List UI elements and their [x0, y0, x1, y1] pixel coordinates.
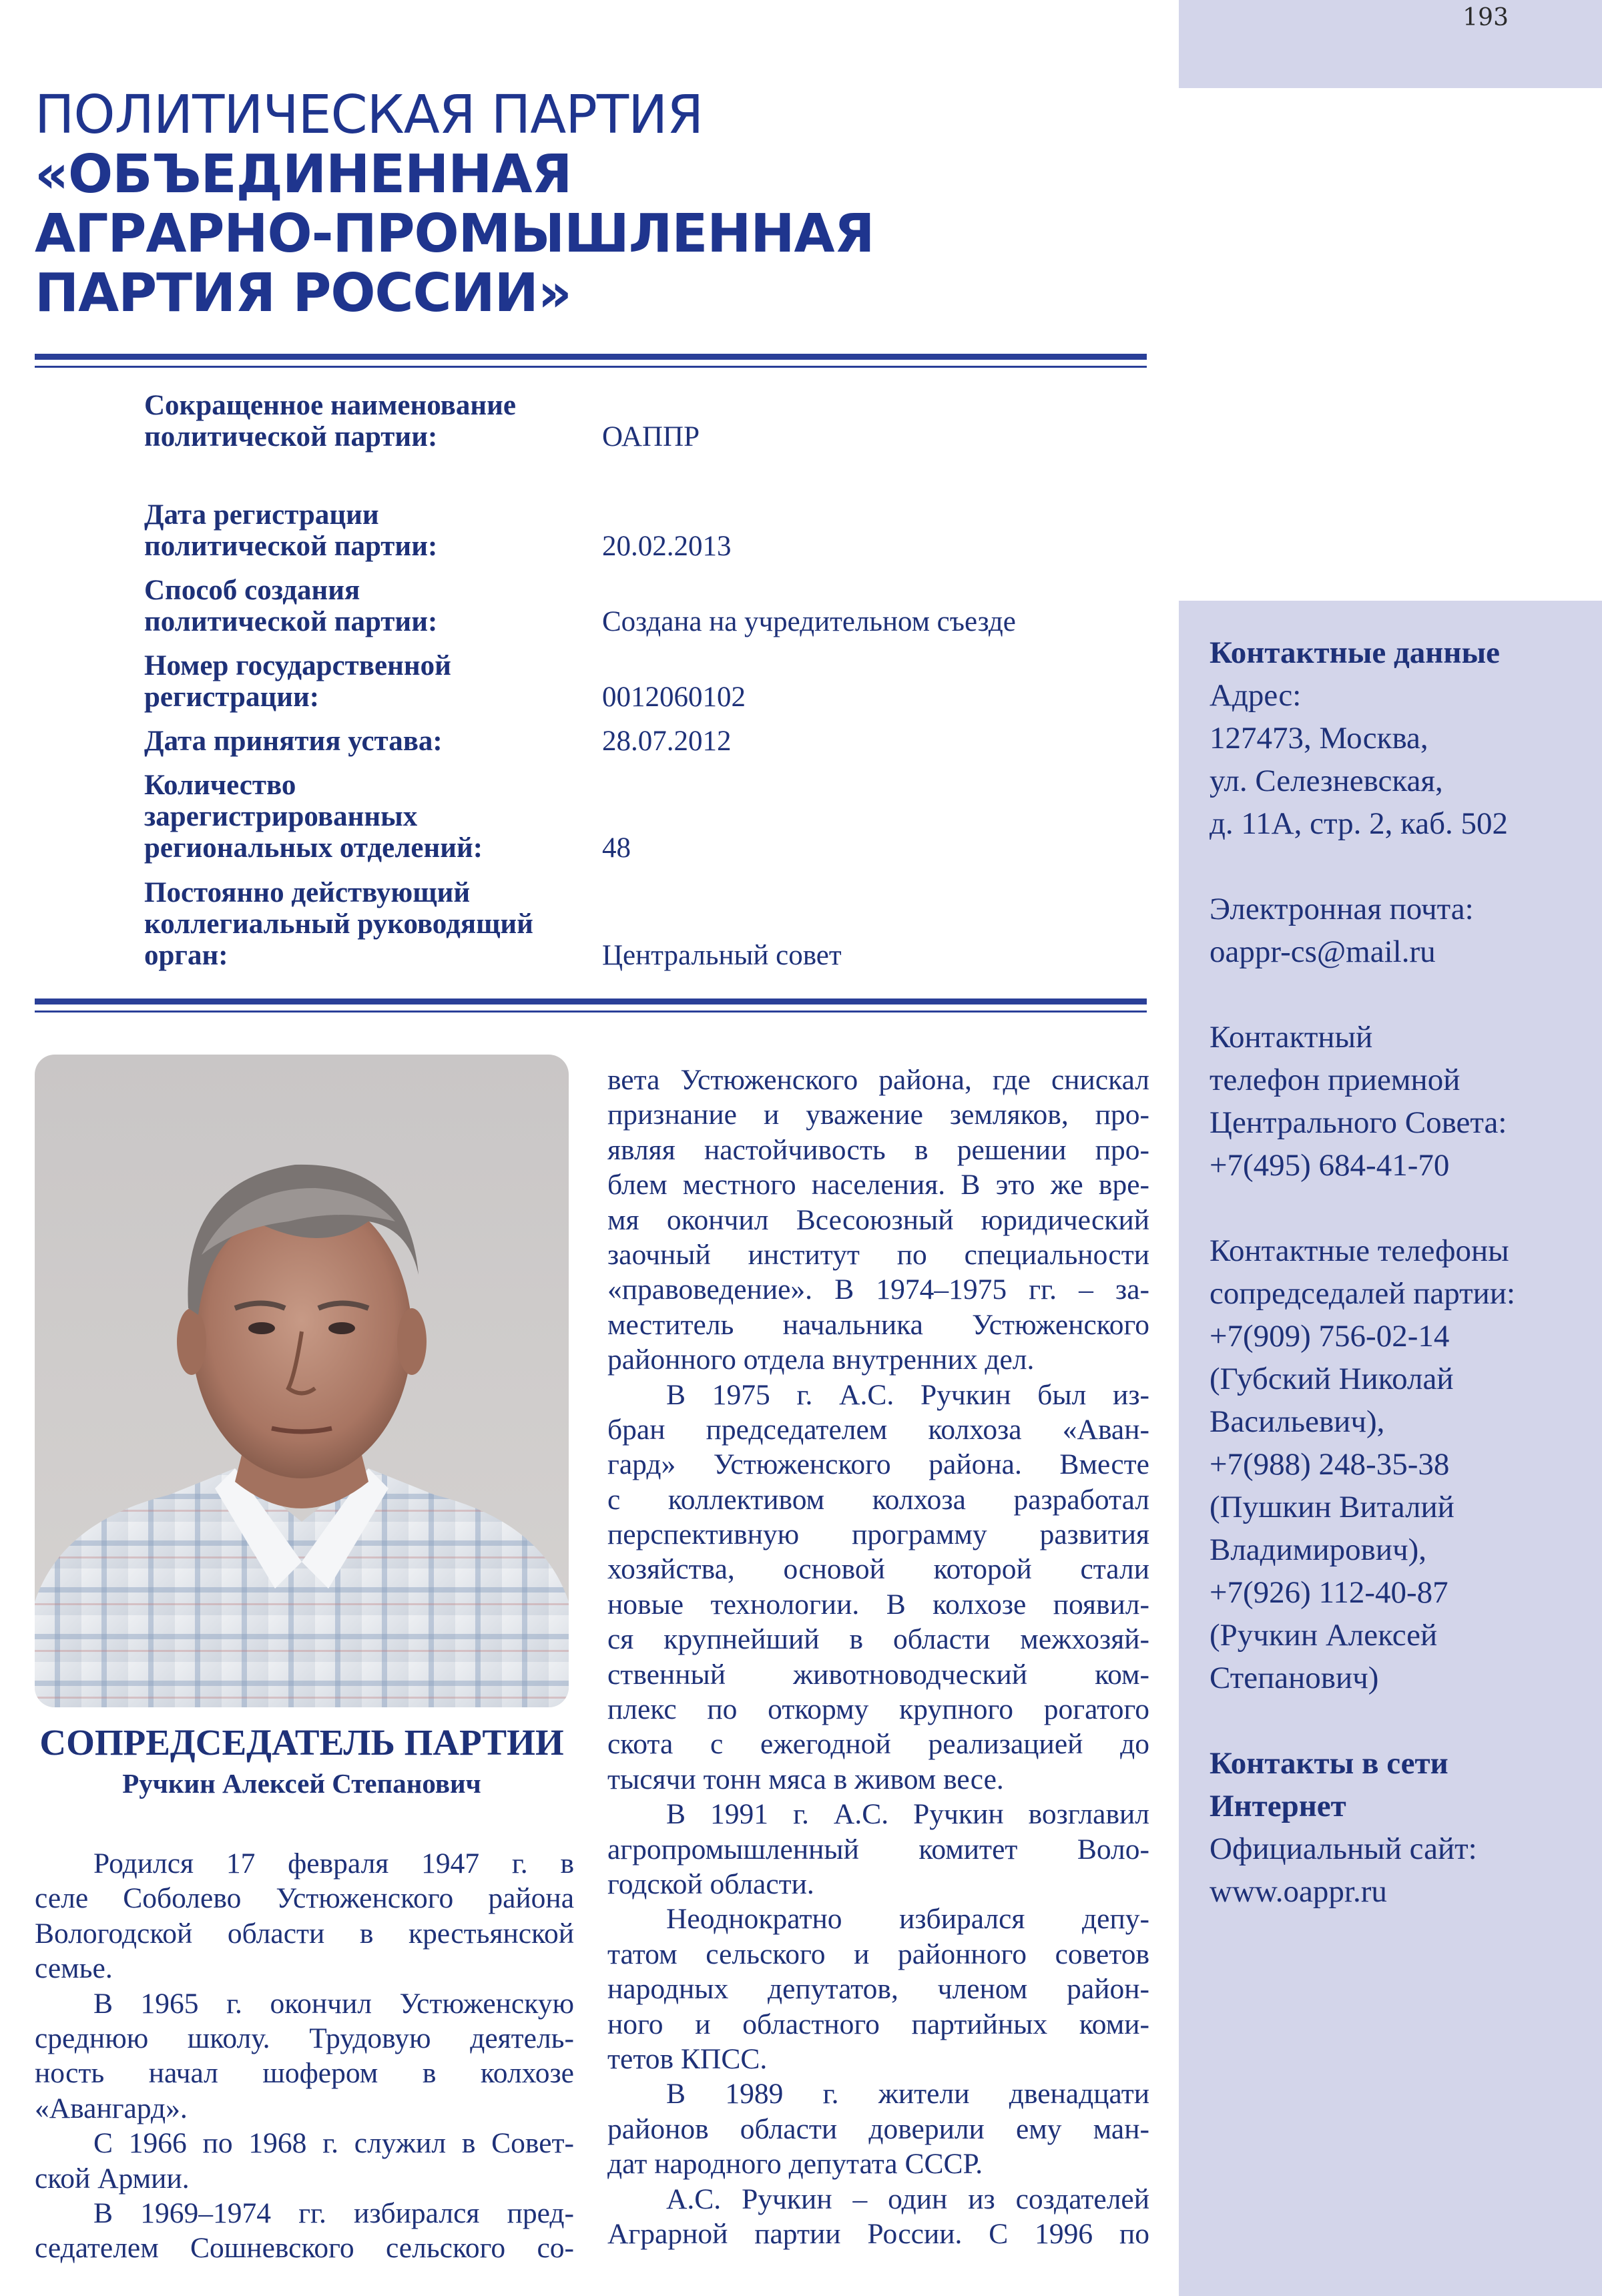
reception-label: Центрального Совета: — [1210, 1105, 1507, 1140]
reception-label: Контактный — [1210, 1020, 1373, 1055]
bio-line: плекс по откорму крупного рогатого — [607, 1693, 1149, 1726]
cochairs-label: сопредседалей партии: — [1210, 1276, 1516, 1311]
title-line: ПАРТИЯ РОССИИ» — [35, 262, 571, 324]
cochair-phone: +7(909) 756-02-14 — [1210, 1319, 1450, 1354]
bio-line: новые технологии. В колхозе появил- — [607, 1588, 1149, 1621]
bio-line: годской области. — [607, 1868, 814, 1900]
title-line: ПОЛИТИЧЕСКАЯ ПАРТИЯ — [35, 84, 704, 146]
info-value: Центральный совет — [602, 940, 842, 971]
bio-line: семье. — [35, 1952, 113, 1985]
info-value: Создана на учредительном съезде — [602, 606, 1016, 637]
page-number: 193 — [1462, 4, 1509, 31]
info-label: Номер государственной регистрации: — [144, 650, 451, 713]
bio-line: с коллективом колхоза разработал — [607, 1483, 1149, 1516]
bio-line: В 1989 г. жители двенадцати — [666, 2078, 1149, 2110]
bio-line: среднюю школу. Трудовую деятель- — [35, 2022, 574, 2054]
bio-line: меститель начальника Устюженского — [607, 1308, 1149, 1341]
divider-thick — [35, 354, 1147, 360]
bio-line: бран председателем колхоза «Аван- — [607, 1413, 1149, 1446]
info-label: Дата принятия устава: — [144, 726, 443, 757]
address-line: д. 11А, стр. 2, каб. 502 — [1210, 806, 1508, 841]
bio-line: районного отдела внутренних дел. — [607, 1344, 1035, 1376]
portrait-photo — [35, 1055, 569, 1707]
bio-line: ность начал шофером в колхозе — [35, 2057, 574, 2090]
contacts-block — [1210, 631, 1583, 1956]
bio-line: районов области доверили ему ман- — [607, 2112, 1149, 2145]
bio-line: тетов КПСС. — [607, 2042, 768, 2075]
bio-line: Родился 17 февраля 1947 г. в — [93, 1847, 574, 1880]
address-label: Адрес: — [1210, 678, 1302, 713]
bio-line: являя настойчивость в решении про- — [607, 1133, 1149, 1166]
contacts-heading: Контактные данные — [1210, 635, 1501, 670]
bio-line: селе Соболево Устюженского района — [35, 1882, 574, 1915]
cochair-phone: +7(926) 112-40-87 — [1210, 1575, 1448, 1610]
title-line: «ОБЪЕДИНЕННАЯ — [35, 144, 572, 205]
bio-line: «правоведение». В 1974–1975 гг. – за- — [607, 1273, 1149, 1306]
bio-line: В 1991 г. А.С. Ручкин возглавил — [666, 1798, 1149, 1831]
bio-line: Вологодской области в крестьянской — [35, 1917, 574, 1950]
divider-thin — [35, 366, 1147, 368]
website-value: www.oappr.ru — [1210, 1874, 1387, 1909]
bio-line: хозяйства, основой которой стали — [607, 1553, 1149, 1586]
address-line: ул. Селезневская, — [1210, 764, 1443, 798]
cochair-name: Владимирович), — [1210, 1532, 1427, 1567]
bio-line: вета Устюженского района, где снискал — [607, 1064, 1149, 1096]
info-label: Способ создания политической партии: — [144, 575, 438, 637]
bio-line: скота с ежегодной реализацией до — [607, 1728, 1149, 1761]
reception-phone: +7(495) 684-41-70 — [1210, 1148, 1450, 1183]
bio-line: тысячи тонн мяса в живом весе. — [607, 1763, 1004, 1795]
bio-line: блем местного населения. В это же вре- — [607, 1169, 1149, 1201]
bio-line: В 1965 г. окончил Устюженскую — [93, 1987, 574, 2020]
bio-line: гард» Устюженского района. Вместе — [607, 1448, 1149, 1481]
bio-column-2 — [607, 1063, 1149, 2251]
reception-label: телефон приемной — [1210, 1063, 1460, 1097]
bio-line: народных депутатов, членом район- — [607, 1973, 1149, 2006]
bio-line: Аграрной партии России. С 1996 по — [607, 2217, 1149, 2250]
cochairs-label: Контактные телефоны — [1210, 1233, 1509, 1268]
bio-line: Неоднократно избирался депу- — [666, 1903, 1149, 1936]
page-number-tab — [1179, 0, 1602, 88]
internet-heading: Интернет — [1210, 1789, 1346, 1823]
email-value: oappr-cs@mail.ru — [1210, 934, 1436, 969]
info-label: Сокращенное наименование политической партии: — [144, 390, 517, 453]
internet-heading: Контакты в сети — [1210, 1746, 1448, 1781]
divider-thick — [35, 998, 1147, 1005]
cochair-phone: +7(988) 248-35-38 — [1210, 1447, 1450, 1482]
info-value: 20.02.2013 — [602, 531, 732, 562]
info-label: Количество зарегистрированных региональных отделений: — [144, 770, 483, 864]
cochair-name: Васильевич), — [1210, 1404, 1385, 1439]
website-label: Официальный сайт: — [1210, 1831, 1477, 1866]
info-label: Постоянно действующий коллегиальный руководящий орган: — [144, 877, 533, 971]
page-title — [35, 85, 1169, 323]
person-role: СОПРЕДСЕДАТЕЛЬ ПАРТИИ — [39, 1722, 564, 1763]
email-label: Электронная почта: — [1210, 892, 1474, 926]
bio-line: В 1975 г. А.С. Ручкин был из- — [666, 1378, 1149, 1411]
bio-line: С 1966 по 1968 г. служил в Совет- — [93, 2127, 574, 2160]
bio-line: седателем Сошневского сельского со- — [35, 2232, 574, 2265]
bio-line: агропромышленный комитет Воло- — [607, 1833, 1149, 1866]
info-value: ОАППР — [602, 421, 700, 453]
title-line: АГРАРНО-ПРОМЫШЛЕННАЯ — [35, 203, 874, 264]
bio-line: мя окончил Всесоюзный юридический — [607, 1203, 1149, 1236]
address-line: 127473, Москва, — [1210, 721, 1428, 756]
bio-line: татом сельского и районного советов — [607, 1938, 1149, 1970]
bio-line: заочный институт по специальности — [607, 1238, 1149, 1271]
bio-line: ской Армии. — [35, 2162, 190, 2195]
info-value: 28.07.2012 — [602, 726, 732, 757]
bio-line: признание и уважение земляков, про- — [607, 1099, 1149, 1131]
divider-thin — [35, 1011, 1147, 1013]
cochair-name: Степанович) — [1210, 1661, 1379, 1695]
info-label: Дата регистрации политической партии: — [144, 499, 438, 562]
info-value: 0012060102 — [602, 681, 746, 713]
bio-line: дат народного депутата СССР. — [607, 2148, 983, 2181]
bio-line: А.С. Ручкин – один из создателей — [666, 2183, 1149, 2215]
cochair-name: (Пушкин Виталий — [1210, 1490, 1454, 1524]
bio-line: ного и областного партийных коми- — [607, 2008, 1149, 2040]
bio-line: перспективную программу развития — [607, 1518, 1149, 1551]
bio-line: В 1969–1974 гг. избирался пред- — [93, 2197, 574, 2229]
bio-column-1 — [35, 1846, 574, 2266]
cochair-name: (Ручкин Алексей — [1210, 1618, 1438, 1653]
info-value: 48 — [602, 832, 631, 864]
bio-line: ся крупнейший в области межхозяй- — [607, 1623, 1149, 1656]
cochair-name: (Губский Николай — [1210, 1362, 1454, 1396]
bio-line: «Авангард». — [35, 2092, 188, 2124]
bio-line: ственный животноводческий ком- — [607, 1658, 1149, 1691]
person-name: Ручкин Алексей Степанович — [122, 1768, 481, 1799]
